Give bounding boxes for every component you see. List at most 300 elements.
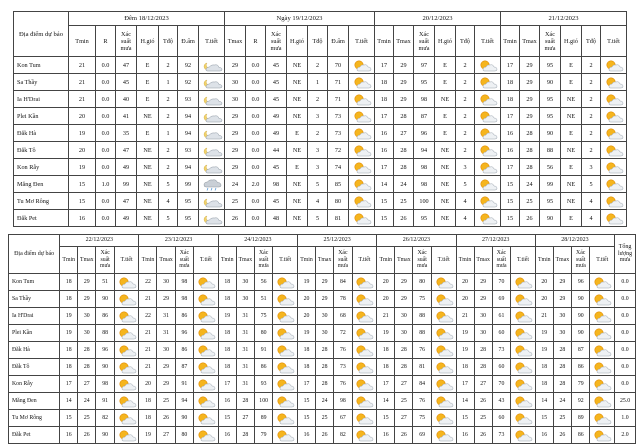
column-header: T.tiết (273, 247, 298, 274)
table-cell: 5 (159, 210, 178, 227)
table-cell: 73 (334, 359, 352, 376)
table-cell: 24 (78, 393, 96, 410)
table-cell: 91 (254, 342, 272, 359)
table-cell: 76 (413, 393, 431, 410)
table-cell: 16 (375, 142, 394, 159)
table-cell: 97 (414, 57, 435, 74)
table-cell: 29 (520, 74, 540, 91)
night-rain-icon (199, 176, 225, 193)
total-rain-cell: 0.0 (615, 274, 636, 291)
table-cell: NE (287, 74, 308, 91)
forecast-table-short-range (13, 11, 627, 227)
period-header: 21/12/2023 (501, 12, 627, 26)
table-cell: 51 (96, 274, 114, 291)
table-cell: 29 (157, 376, 175, 393)
table-cell: 29 (225, 108, 246, 125)
day-header: 27/12/2023 (456, 235, 535, 247)
table-cell: 18 (501, 74, 520, 91)
partly-sunny-icon (114, 410, 139, 427)
day-header: 22/12/2023 (60, 235, 139, 247)
partly-sunny-icon (114, 325, 139, 342)
total-rain-header: Tổng lượng mưa (615, 235, 636, 274)
table-cell: 70 (492, 274, 510, 291)
table-cell: 2 (582, 91, 601, 108)
table-cell: 88 (413, 325, 431, 342)
table-cell: 2 (582, 74, 601, 91)
table-cell: 87 (572, 342, 590, 359)
partly-sunny-icon (431, 359, 456, 376)
table-cell: 20 (535, 274, 553, 291)
location-header: Địa điểm dự báo (9, 235, 60, 274)
table-cell: 87 (175, 359, 193, 376)
table-cell: 20 (69, 108, 96, 125)
partly-sunny-icon (511, 376, 536, 393)
table-cell: 2 (582, 142, 601, 159)
table-cell: 0.0 (96, 108, 116, 125)
table-cell: 18 (535, 359, 553, 376)
table-cell: 75 (413, 291, 431, 308)
table-cell: 15 (298, 410, 316, 427)
table-cell: E (137, 91, 159, 108)
table-cell: 96 (96, 342, 114, 359)
partly-sunny-icon (590, 325, 615, 342)
table-cell: 21 (139, 291, 157, 308)
table-cell: 47 (116, 142, 137, 159)
partly-sunny-icon (194, 308, 219, 325)
table-cell: 48 (266, 210, 287, 227)
table-cell: NE (435, 210, 456, 227)
period-header: Đêm 18/12/2023 (69, 12, 225, 26)
table-cell: 4 (582, 193, 601, 210)
partly-sunny-icon (475, 210, 501, 227)
table-cell: 2 (159, 91, 178, 108)
table-cell: 28 (78, 342, 96, 359)
table-cell: 44 (266, 142, 287, 159)
table-cell: 5 (456, 176, 475, 193)
total-rain-cell: 0.0 (615, 342, 636, 359)
partly-sunny-icon (349, 142, 375, 159)
partly-sunny-icon (431, 410, 456, 427)
table-cell: 95 (414, 74, 435, 91)
table-cell: 17 (377, 376, 395, 393)
table-cell: 93 (254, 376, 272, 393)
table-cell: 27 (394, 125, 414, 142)
table-row (14, 108, 627, 125)
column-header: Tmin (501, 26, 520, 57)
column-header: Tmin (139, 247, 157, 274)
table-cell: 30 (474, 325, 492, 342)
partly-sunny-icon (475, 108, 501, 125)
table-cell: 18 (375, 74, 394, 91)
table-cell: 86 (175, 308, 193, 325)
table-cell: 1.0 (96, 176, 116, 193)
table-cell: 26 (157, 410, 175, 427)
table-cell: 68 (334, 308, 352, 325)
table-cell: 19 (60, 308, 78, 325)
table-row (14, 142, 627, 159)
table-cell: 1 (159, 74, 178, 91)
table-cell: 18 (535, 376, 553, 393)
table-row (9, 393, 636, 410)
table-cell: 82 (96, 410, 114, 427)
table-cell: 3 (308, 108, 328, 125)
table-cell: 18 (218, 359, 236, 376)
total-rain-cell: 0.0 (615, 308, 636, 325)
column-header: Tđộ (582, 26, 601, 57)
partly-sunny-icon (194, 376, 219, 393)
table-cell: 26 (395, 427, 413, 444)
night-cloudy-icon (199, 108, 225, 125)
column-header: Tmax (157, 247, 175, 274)
table-cell: 18 (139, 393, 157, 410)
location-name: Ia H'Drai (14, 91, 69, 108)
column-header: T.tiết (199, 26, 225, 57)
table-cell: 88 (96, 325, 114, 342)
table-cell: 70 (328, 57, 349, 74)
column-header: Tmin (69, 26, 96, 57)
table-cell: 79 (572, 376, 590, 393)
table-cell: 91 (96, 393, 114, 410)
table-cell: 22 (139, 308, 157, 325)
partly-sunny-icon (114, 359, 139, 376)
night-cloudy-icon (199, 210, 225, 227)
column-header: T.tiết (352, 247, 377, 274)
table-cell: 30 (474, 308, 492, 325)
table-cell: 5 (159, 176, 178, 193)
table-cell: 0.0 (96, 159, 116, 176)
table-cell: 18 (377, 342, 395, 359)
table-cell: 19 (69, 159, 96, 176)
table-cell: 98 (414, 91, 435, 108)
column-header: T.tiết (590, 247, 615, 274)
table-row (14, 74, 627, 91)
table-cell: NE (287, 210, 308, 227)
table-cell: 69 (413, 427, 431, 444)
table-cell: NE (287, 57, 308, 74)
table-cell: 30 (395, 308, 413, 325)
table-cell: 30 (316, 325, 334, 342)
table-cell: 86 (96, 308, 114, 325)
table-cell: 96 (572, 274, 590, 291)
column-header: Xác suất mưa (254, 247, 272, 274)
table-cell: 18 (375, 91, 394, 108)
table-cell: 45 (266, 74, 287, 91)
table-cell: 99 (540, 176, 561, 193)
table-cell: 84 (334, 274, 352, 291)
table-cell: 29 (520, 91, 540, 108)
day-header: 28/12/2023 (535, 235, 614, 247)
table-cell: 98 (266, 176, 287, 193)
partly-sunny-icon (114, 427, 139, 444)
table-cell: 2 (159, 57, 178, 74)
table-cell: NE (561, 193, 582, 210)
table-cell: 14 (375, 176, 394, 193)
table-cell: 30 (225, 74, 246, 91)
table-cell: 80 (328, 193, 349, 210)
table-cell: 30 (225, 91, 246, 108)
table-cell: 17 (60, 376, 78, 393)
night-cloudy-icon (199, 91, 225, 108)
table-row (9, 359, 636, 376)
total-rain-cell: 0.0 (615, 325, 636, 342)
table-cell: 2 (159, 159, 178, 176)
partly-sunny-icon (601, 108, 627, 125)
table-cell: 27 (236, 410, 254, 427)
table-cell: 19 (456, 325, 474, 342)
table-cell: 15 (501, 193, 520, 210)
table-cell: 95 (178, 210, 199, 227)
table-cell: 2 (456, 91, 475, 108)
table-cell: 99 (116, 176, 137, 193)
table-cell: 30 (395, 325, 413, 342)
table-cell: NE (137, 108, 159, 125)
partly-sunny-icon (349, 74, 375, 91)
column-header: Xác suất mưa (413, 247, 431, 274)
table-cell: 45 (266, 57, 287, 74)
table-cell: NE (287, 91, 308, 108)
column-header: Tmax (316, 247, 334, 274)
partly-sunny-icon (194, 291, 219, 308)
table-cell: 35 (116, 125, 137, 142)
partly-sunny-icon (431, 308, 456, 325)
table-cell: 28 (316, 359, 334, 376)
table-cell: 31 (157, 308, 175, 325)
partly-sunny-icon (511, 342, 536, 359)
column-header: Tđộ (456, 26, 475, 57)
table-cell: 28 (395, 359, 413, 376)
table-cell: 96 (414, 125, 435, 142)
table-cell: 15 (69, 193, 96, 210)
table-cell: 14 (60, 393, 78, 410)
table-cell: 70 (492, 376, 510, 393)
partly-sunny-icon (273, 410, 298, 427)
table-cell: 17 (501, 108, 520, 125)
table-cell: 4 (308, 193, 328, 210)
partly-sunny-icon (511, 325, 536, 342)
table-cell: 18 (60, 359, 78, 376)
table-cell: 30 (236, 291, 254, 308)
location-name: Kon Rẫy (14, 159, 69, 176)
table-cell: 29 (225, 142, 246, 159)
partly-sunny-icon (194, 393, 219, 410)
table-cell: 28 (316, 376, 334, 393)
partly-sunny-icon (511, 427, 536, 444)
column-header: Tmax (78, 247, 96, 274)
table-cell: 2 (308, 125, 328, 142)
table-cell: 49 (116, 159, 137, 176)
table-cell: 19 (377, 325, 395, 342)
partly-sunny-icon (475, 57, 501, 74)
column-header: T.tiết (511, 247, 536, 274)
table-cell: 29 (553, 274, 571, 291)
column-header: Xác suất mưa (492, 247, 510, 274)
table-cell: 98 (96, 376, 114, 393)
table-cell: 90 (540, 210, 561, 227)
table-row (14, 125, 627, 142)
table-cell: 16 (218, 393, 236, 410)
table-cell: 24 (520, 176, 540, 193)
table-cell: 28 (394, 108, 414, 125)
table-cell: 29 (520, 57, 540, 74)
table-cell: 29 (394, 91, 414, 108)
table-row (14, 91, 627, 108)
table-cell: 5 (582, 176, 601, 193)
column-header: T.tiết (601, 26, 627, 57)
table-cell: 30 (553, 308, 571, 325)
partly-sunny-icon (349, 193, 375, 210)
partly-sunny-icon (273, 274, 298, 291)
partly-sunny-icon (349, 159, 375, 176)
location-name: Sa Thầy (9, 291, 60, 308)
column-header: Xác suất mưa (96, 247, 114, 274)
table-cell: 0.0 (246, 74, 266, 91)
table-cell: 95 (540, 57, 561, 74)
day-header: 23/12/2023 (139, 235, 218, 247)
table-cell: NE (137, 142, 159, 159)
table-cell: 76 (334, 376, 352, 393)
partly-sunny-icon (114, 291, 139, 308)
table-cell: 25 (553, 410, 571, 427)
table-cell: 29 (395, 291, 413, 308)
table-cell: 16 (501, 142, 520, 159)
partly-sunny-icon (431, 325, 456, 342)
table-cell: 30 (78, 308, 96, 325)
partly-sunny-icon (114, 342, 139, 359)
table-cell: 28 (520, 142, 540, 159)
column-header: Đ.ẩm (328, 26, 349, 57)
table-cell: 2 (582, 108, 601, 125)
table-cell: NE (137, 210, 159, 227)
table-cell: 16 (456, 427, 474, 444)
table-cell: 81 (328, 210, 349, 227)
table-row (9, 308, 636, 325)
table-row (14, 159, 627, 176)
table-cell: E (287, 159, 308, 176)
table-cell: 19 (69, 125, 96, 142)
table-cell: 0.0 (246, 125, 266, 142)
table-cell: 25 (395, 393, 413, 410)
table-cell: NE (137, 176, 159, 193)
table-cell: 20 (456, 291, 474, 308)
table-cell: 21 (456, 308, 474, 325)
partly-sunny-icon (114, 274, 139, 291)
table-cell: 29 (474, 274, 492, 291)
partly-sunny-icon (475, 193, 501, 210)
column-header: Tmin (456, 247, 474, 274)
table-cell: 15 (377, 410, 395, 427)
partly-sunny-icon (475, 142, 501, 159)
table-cell: 26 (474, 427, 492, 444)
column-header: H.gió (137, 26, 159, 57)
column-header: Tmax (553, 247, 571, 274)
table-cell: 78 (334, 291, 352, 308)
partly-sunny-icon (511, 274, 536, 291)
table-cell: 95 (540, 193, 561, 210)
table-cell: 2 (308, 91, 328, 108)
table-cell: 28 (474, 359, 492, 376)
table-cell: 25 (520, 193, 540, 210)
table-cell: 100 (414, 193, 435, 210)
table-cell: 73 (492, 427, 510, 444)
column-header: Tmax (520, 26, 540, 57)
table-cell: 73 (328, 108, 349, 125)
table-cell: 0.0 (246, 91, 266, 108)
partly-sunny-icon (601, 57, 627, 74)
partly-sunny-icon (352, 291, 377, 308)
table-cell: 29 (157, 291, 175, 308)
partly-sunny-icon (349, 125, 375, 142)
table-cell: 74 (328, 159, 349, 176)
table-cell: 0.0 (246, 210, 266, 227)
table-cell: NE (137, 193, 159, 210)
table-cell: 2 (456, 74, 475, 91)
table-cell: 98 (175, 291, 193, 308)
table-cell: 43 (492, 393, 510, 410)
column-header: T.tiết (431, 247, 456, 274)
table-cell: 72 (334, 325, 352, 342)
table-cell: 0.0 (96, 125, 116, 142)
partly-sunny-icon (273, 291, 298, 308)
table-row (14, 193, 627, 210)
table-cell: 49 (266, 108, 287, 125)
partly-sunny-icon (601, 91, 627, 108)
table-cell: NE (561, 108, 582, 125)
table-cell: 25 (225, 193, 246, 210)
table-cell: 17 (501, 57, 520, 74)
partly-sunny-icon (114, 308, 139, 325)
table-cell: 15 (218, 410, 236, 427)
table-cell: 20 (69, 142, 96, 159)
table-cell: 28 (553, 359, 571, 376)
table-cell: 89 (572, 410, 590, 427)
table-cell: 0.0 (246, 193, 266, 210)
partly-sunny-icon (590, 308, 615, 325)
table-cell: 21 (139, 342, 157, 359)
table-cell: NE (435, 193, 456, 210)
table-cell: 16 (501, 125, 520, 142)
table-cell: 1 (159, 125, 178, 142)
column-header: Tmax (474, 247, 492, 274)
table-cell: 2.0 (246, 176, 266, 193)
table-cell: 18 (218, 342, 236, 359)
table-cell: 93 (178, 142, 199, 159)
partly-sunny-icon (352, 410, 377, 427)
column-header: T.tiết (194, 247, 219, 274)
table-cell: 18 (298, 342, 316, 359)
table-cell: 28 (394, 159, 414, 176)
table-cell: 0.0 (96, 57, 116, 74)
table-cell: 29 (394, 57, 414, 74)
night-cloudy-icon (199, 193, 225, 210)
table-cell: 94 (175, 393, 193, 410)
table-cell: 18 (456, 359, 474, 376)
table-cell: 27 (78, 376, 96, 393)
table-cell: 19 (139, 427, 157, 444)
table-cell: NE (561, 142, 582, 159)
table-cell: 4 (582, 210, 601, 227)
table-cell: 61 (492, 308, 510, 325)
table-cell: NE (561, 176, 582, 193)
table-cell: 2 (582, 57, 601, 74)
partly-sunny-icon (194, 427, 219, 444)
table-cell: 40 (116, 91, 137, 108)
table-cell: NE (287, 108, 308, 125)
table-cell: 29 (157, 359, 175, 376)
column-header: Tmax (394, 26, 414, 57)
table-cell: 2 (456, 108, 475, 125)
table-cell: E (561, 210, 582, 227)
location-name: Plei Kần (9, 325, 60, 342)
